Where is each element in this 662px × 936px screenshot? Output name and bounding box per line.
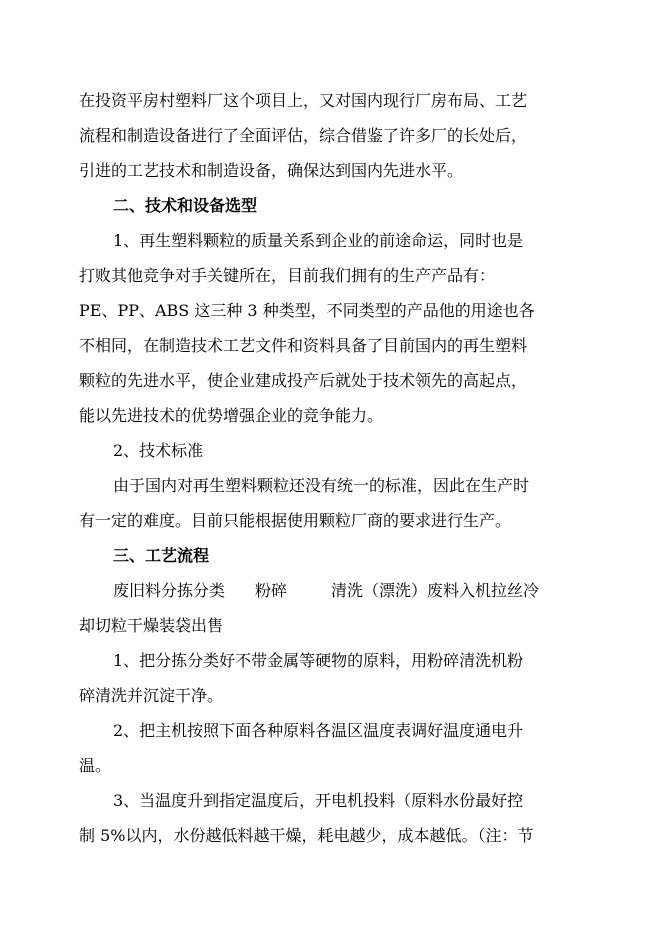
sec2-para1-line-5: 颗粒的先进水平，使企业建成投产后就处于技术领先的高起点， — [79, 371, 528, 390]
sec3-para1-line-1: 1、把分拣分类好不带金属等硬物的原料，用粉碎清洗机粉 — [113, 651, 524, 670]
intro-line-3: 引进的工艺技术和制造设备，确保达到国内先进水平。 — [79, 161, 464, 180]
sec2-para1-line-2: 打败其他竞争对手关键所在，目前我们拥有的生产产品有： — [79, 266, 496, 285]
sec2-para1-line-4: 不相同，在制造技术工艺文件和资料具备了目前国内的再生塑料 — [79, 336, 528, 355]
section-heading-3: 三、工艺流程 — [113, 546, 210, 565]
sec3-para3-line-2: 制 5%以内，水份越低料越干燥，耗电越少，成本越低。（注：节 — [79, 826, 534, 845]
intro-line-2: 流程和制造设备进行了全面评估，综合借鉴了许多厂的长处后， — [79, 126, 528, 145]
sec3-para2-line-2: 温。 — [79, 756, 112, 775]
sec3-para3-line-1: 3、当温度升到指定温度后，开电机投料（原料水份最好控 — [113, 791, 524, 810]
sec2-para2-title: 2、技术标准 — [113, 441, 204, 460]
sec2-para1-line-6: 能以先进技术的优势增强企业的竞争能力。 — [79, 406, 384, 425]
sec2-para1-line-1: 1、再生塑料颗粒的质量关系到企业的前途命运，同时也是 — [113, 231, 524, 250]
sec2-para2-line-1: 由于国内对再生塑料颗粒还没有统一的标准，因此在生产时 — [113, 476, 530, 495]
sec2-para1-line-3: PE、PP、ABS 这三种 3 种类型，不同类型的产品他的用途也各 — [79, 301, 535, 320]
intro-line-1: 在投资平房村塑料厂这个项目上，又对国内现行厂房布局、工艺 — [79, 91, 528, 110]
sec3-para1-line-2: 碎清洗并沉淀干净。 — [79, 686, 224, 705]
sec2-para2-line-2: 有一定的难度。目前只能根据使用颗粒厂商的要求进行生产。 — [79, 511, 512, 530]
section-heading-2: 二、技术和设备选型 — [113, 196, 258, 215]
flow-step-1: 废旧料分拣分类 — [113, 581, 226, 600]
flow-step-3: 清洗（漂洗）废料入机拉丝冷 — [331, 581, 540, 600]
process-flow-continuation: 却切粒干燥装袋出售 — [79, 616, 224, 635]
flow-step-2: 粉碎 — [255, 581, 288, 600]
process-flow-line — [113, 580, 589, 602]
sec3-para2-line-1: 2、把主机按照下面各种原料各温区温度表调好温度通电升 — [113, 721, 524, 740]
